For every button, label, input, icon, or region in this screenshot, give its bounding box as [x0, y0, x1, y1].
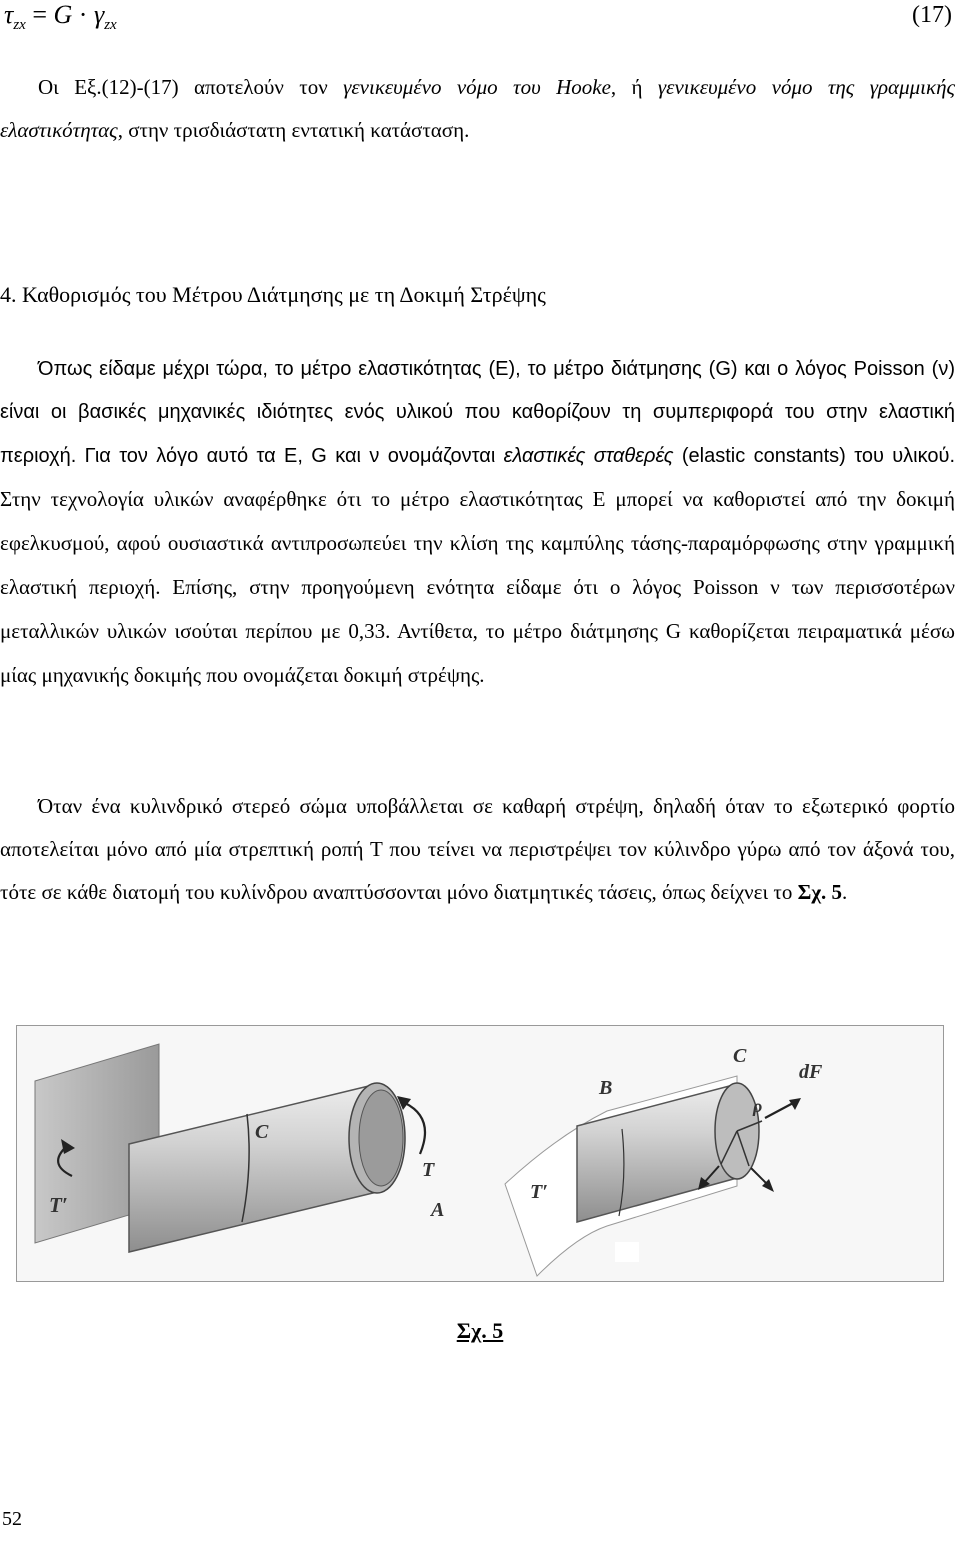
page-number: 52 [2, 1508, 22, 1530]
figure-caption: Σχ. 5 [456, 1318, 504, 1343]
equation-row [0, 0, 960, 40]
label-b-right: B [599, 1077, 613, 1099]
para1-italic-elasticity: γενικευμένο νόμο της γραμμικής ελαστικότητας [0, 75, 956, 142]
tau-symbol: τ [4, 0, 14, 29]
right-torsion-diagram [505, 1045, 823, 1276]
para3-text-c: . [842, 880, 848, 904]
shear-force-arrow-df [765, 1102, 795, 1118]
paragraph-torsion [0, 785, 955, 914]
para1-italic-hooke: γενικευμένο νόμο του Hooke [343, 75, 611, 99]
section-heading: 4. Καθορισμός του Μέτρου Διάτμησης με τη Δοκιμή Στρέψης [0, 282, 546, 308]
label-df: dF [799, 1061, 823, 1083]
figure-torsion-cylinders [16, 1025, 944, 1282]
dot-operator: · [78, 0, 88, 29]
label-a: A [431, 1199, 445, 1221]
tau-subscript: zx [13, 17, 26, 34]
left-torsion-diagram [35, 1044, 444, 1252]
para2-text-a: Όπως είδαμε μέχρι τώρα, το μέτρο ελαστικότητας (Ε), το μέτρο διάτμησης (G) και ο λόγος Poisson (ν) είναι οι βασικές μηχανικές ιδιότητες ενός υλικού που καθορίζουν τη συμπεριφορά του στην ελαστική περιοχή. Για τον λόγο αυτό τα Ε, G και ν ονομάζονται [0, 358, 955, 467]
label-t-prime: T′ [49, 1193, 68, 1217]
gamma-subscript: zx [104, 17, 117, 34]
figure-illustration [17, 1026, 943, 1281]
equation-17 [4, 0, 117, 34]
left-cylinder-body [129, 1084, 377, 1252]
para3-text-a: Όταν ένα κυλινδρικό στερεό σώμα υποβάλλεται σε καθαρή στρέψη, δηλαδή όταν το εξωτερικό φορτίο αποτελείται μόνο από μία στρεπτική ροπή Τ που τείνει να περιστρέψει τον κύλινδρο γύρω από τον άξονά του, τότε σε κάθε διατομή του κυλίνδρου αναπτύσσονται μόνο διατμητικές τάσεις, όπως δείχνει το [0, 794, 955, 904]
equals-sign: = [32, 0, 47, 29]
label-t-prime-right: T′ [530, 1181, 548, 1203]
g-symbol: G [53, 0, 73, 29]
gamma-symbol: γ [93, 0, 105, 29]
label-rho: ρ [753, 1096, 763, 1116]
label-c: C [255, 1121, 269, 1143]
right-torque-arrow-t [405, 1103, 425, 1154]
left-end-face-inner [359, 1090, 403, 1186]
para2-text-c: (elastic constants) του υλικού. [673, 445, 955, 467]
para2-text-d: Στην τεχνολογία υλικών αναφέρθηκε ότι το μέτρο ελαστικότητας Ε μπορεί να καθοριστεί από την δοκιμή εφελκυσμού, αφού ουσιαστικά αντιπροσωπεύει την κλίση της καμπύλης τάσης-παραμόρφωσης στην γραμμική ελαστική περιοχή. Επίσης, στην προηγούμενη ενότητα είδαμε ότι ο λόγος Poisson ν των περισσοτέρων μεταλλικών υλικών ισούται περίπου με 0,33. Αντίθετα, το μέτρο διάτμησης G καθορίζεται πειραματικά μέσω μίας μηχανικής δοκιμής που ονομάζεται δοκιμή στρέψης. [0, 487, 955, 687]
paragraph-hooke [0, 66, 955, 152]
white-patch [615, 1242, 639, 1262]
para2-italic-constants: ελαστικές σταθερές [503, 445, 674, 467]
para1-text-c: , ή [610, 75, 658, 99]
figure-reference: Σχ. 5 [797, 880, 843, 904]
label-t: T [422, 1159, 435, 1181]
equation-number: (17) [912, 2, 952, 28]
para1-text-e: , στην τρισδιάστατη εντατική κατάσταση. [117, 118, 470, 142]
label-c-right: C [733, 1045, 747, 1067]
paragraph-elastic-constants [0, 348, 955, 698]
para1-text-a: Οι Εξ.(12)-(17) αποτελούν τον [38, 75, 344, 99]
